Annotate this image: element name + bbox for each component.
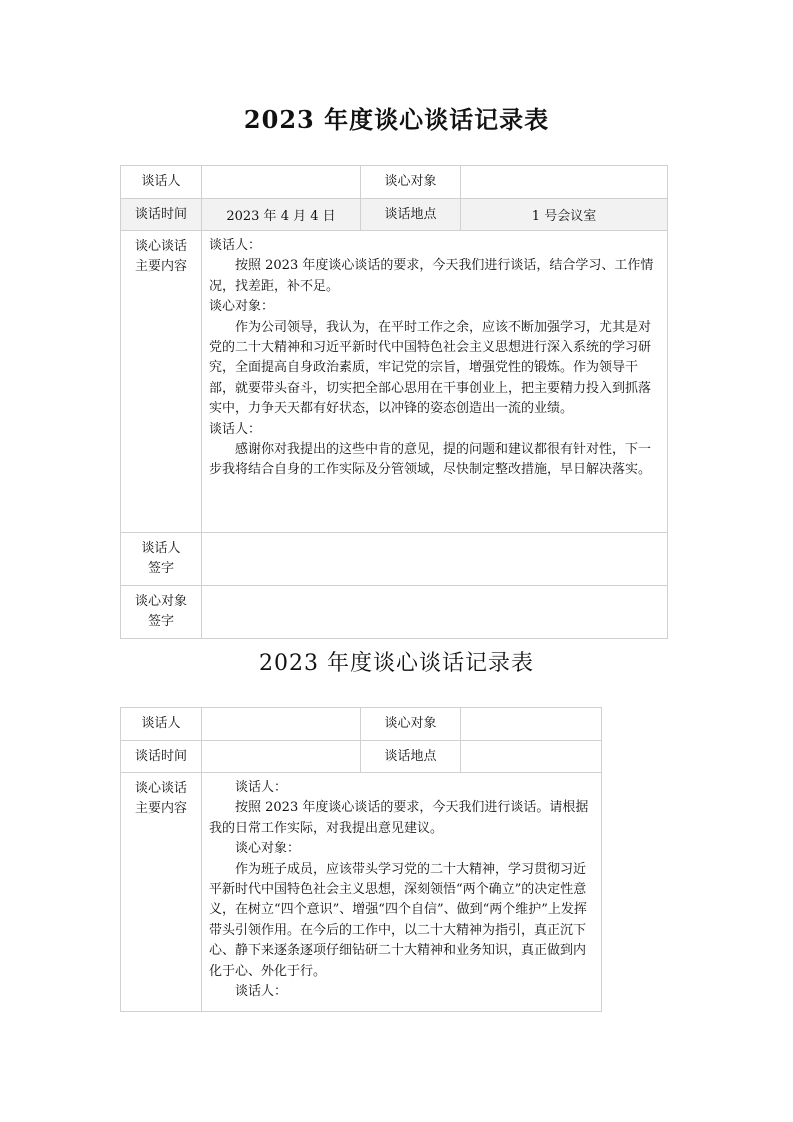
target-sign-field[interactable] [202, 586, 668, 639]
content-paragraph: 作为班子成员，应该带头学习党的二十大精神，学习贯彻习近平新时代中国特色社会主义思想，深刻领悟“两个确立”的决定性意义，在树立“四个意识”、增强“四个自信”、做到“两个维护”上发挥带头引领作用。在今后的工作中，以二十大精神为指引，真正沉下心、静下来逐条逐项仔细钻研二十大精神和业务知识，真正做到内化于心、外化于行。 [209, 861, 587, 979]
form1-table [120, 165, 668, 639]
speaker-sign-label-line2: 签字 [147, 561, 174, 576]
target-sign-label [121, 586, 202, 639]
place-label: 谈话地点 [361, 199, 461, 231]
content-paragraph: 谈话人： [235, 780, 288, 795]
form2-table [120, 707, 602, 1012]
target-field[interactable] [461, 708, 602, 741]
content-label-line1: 谈心谈话 [134, 239, 187, 254]
time-field[interactable] [202, 741, 361, 773]
content-paragraph: 谈话人： [209, 238, 262, 253]
speaker-sign-label [121, 533, 202, 586]
content-label-line2: 主要内容 [134, 259, 187, 274]
target-label: 谈心对象 [361, 708, 461, 741]
content-paragraph: 谈心对象： [209, 299, 275, 315]
place-label: 谈话地点 [361, 741, 461, 773]
content-paragraph: 谈话人： [235, 984, 288, 1000]
time-label: 谈话时间 [121, 199, 202, 231]
content-paragraph: 谈心对象： [235, 841, 301, 857]
content-paragraph: 感谢你对我提出的这些中肯的意见，提的问题和建议都很有针对性，下一步我将结合自身的工作实际及分管领域，尽快制定整改措施，早日解决落实。 [209, 442, 652, 478]
speaker-label: 谈话人 [121, 708, 202, 741]
place-field[interactable] [461, 741, 602, 773]
speaker-sign-field[interactable] [202, 533, 668, 586]
content-field[interactable] [202, 773, 602, 1012]
content-paragraph: 按照 2023 年度谈心谈话的要求，今天我们进行谈话，结合学习、工作情况，找差距，补不足。 [209, 258, 654, 294]
time-label: 谈话时间 [121, 741, 202, 773]
speaker-field[interactable] [202, 708, 361, 741]
content-paragraph: 作为公司领导，我认为，在平时工作之余，应该不断加强学习，尤其是对党的二十大精神和习近平新时代中国特色社会主义思想进行深入系统的学习研究，全面提高自身政治素质，牢记党的宗旨，增强党性的锻炼。作为领导干部，就要带头奋斗，切实把全部心思用在干事创业上，把主要精力投入到抓落实中，力争天天都有好状态，以冲锋的姿态创造出一流的业绩。 [209, 319, 652, 417]
target-sign-label-line2: 签字 [147, 614, 174, 629]
place-field[interactable]: 1 号会议室 [461, 199, 668, 231]
speaker-field[interactable] [202, 166, 361, 199]
content-field[interactable] [202, 231, 668, 533]
target-label: 谈心对象 [361, 166, 461, 199]
content-paragraph: 谈话人： [209, 421, 262, 437]
form1-title: 2023 年度谈心谈话记录表 [243, 105, 550, 134]
speaker-label: 谈话人 [121, 166, 202, 199]
content-label [121, 773, 202, 1012]
content-label [121, 231, 202, 533]
content-label-line1: 谈心谈话 [134, 781, 187, 796]
target-field[interactable] [461, 166, 668, 199]
time-field[interactable]: 2023 年 4 月 4 日 [202, 199, 361, 231]
speaker-sign-label-line1: 谈话人 [141, 541, 181, 556]
content-paragraph: 按照 2023 年度谈心谈话的要求，今天我们进行谈话。请根据我的日常工作实际，对我提出意见建议。 [209, 800, 589, 836]
target-sign-label-line1: 谈心对象 [134, 594, 187, 609]
form2-title: 2023 年度谈心谈话记录表 [259, 651, 534, 676]
content-label-line2: 主要内容 [134, 801, 187, 816]
